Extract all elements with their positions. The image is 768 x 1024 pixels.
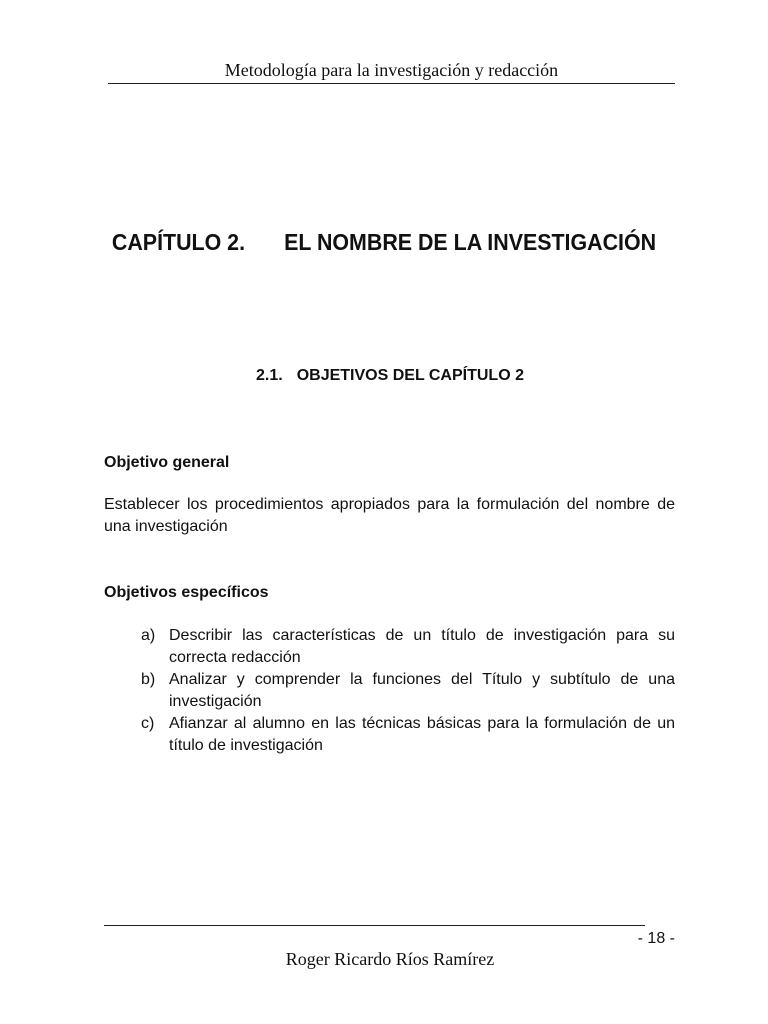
list-item-text: Analizar y comprender la funciones del Título y subtítulo de una investigación [169,671,675,710]
chapter-number: CAPÍTULO 2. [111,229,246,255]
list-item-text: Afianzar al alumno en las técnicas básicas para la formulación de un título de investigación [169,715,675,754]
list-item [141,713,675,757]
list-item [141,625,675,669]
list-marker: c) [141,715,155,732]
running-header: Metodología para la investigación y redacción [224,60,559,80]
section-title: OBJETIVOS DEL CAPÍTULO 2 [296,367,524,384]
list-marker: a) [141,627,156,644]
list-item-text: Describir las características de un título de investigación para su correcta redacción [169,627,675,666]
running-footer-author: Roger Ricardo Ríos Ramírez [285,949,495,969]
specific-objectives-heading: Objetivos específicos [104,584,269,601]
list-item [141,669,675,713]
section-heading [0,364,768,388]
general-objective-text: Establecer los procedimientos apropiados para la formulación del nombre de una investigación [104,496,675,535]
header-rule [108,83,675,84]
section-number: 2.1. [256,367,283,384]
specific-objectives-list [141,625,675,757]
general-objective-heading: Objetivo general [104,454,230,471]
chapter-heading [27,226,741,258]
footer-rule [104,925,645,926]
chapter-title: EL NOMBRE DE LA INVESTIGACIÓN [284,229,657,255]
page-number: - 18 - [637,930,675,947]
list-marker: b) [141,671,156,688]
